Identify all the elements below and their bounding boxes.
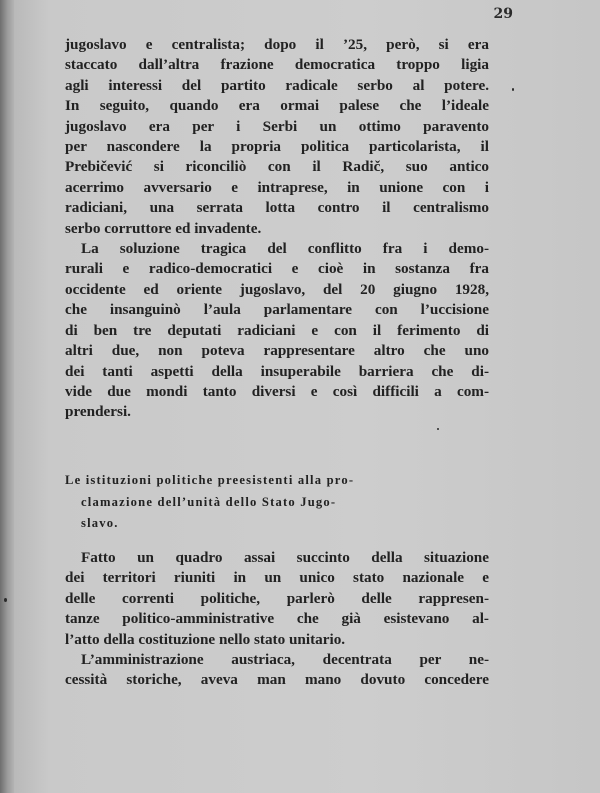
text-line: Prebičević si riconciliò con il Radič, suo antico <box>65 158 489 176</box>
text-line: jugoslavo era per i Serbi un ottimo paravento <box>65 117 489 135</box>
text-line: Fatto un quadro assai succinto della situazione <box>81 549 489 566</box>
text-line: radiciani, una serrata lotta contro il centralismo <box>65 199 489 217</box>
text-line: staccato dall’altra frazione democratica troppo ligia <box>65 56 489 74</box>
text-line: agli interessi del partito radicale serbo al potere. <box>65 76 489 94</box>
heading-line: slavo. <box>81 516 119 530</box>
text-line: In seguito, quando era ormai palese che l’ideale <box>65 97 489 115</box>
paper-speck <box>512 88 514 91</box>
text-line: l’atto della costituzione nello stato unitario. <box>65 630 346 648</box>
text-line: serbo corruttore ed invadente. <box>65 219 262 237</box>
text-line: cessità storiche, aveva man mano dovuto concedere <box>65 671 489 689</box>
heading-line: clamazione dell’unità dello Stato Jugo- <box>81 494 337 509</box>
text-line: dei tanti aspetti della insuperabile barriera che di- <box>65 362 489 380</box>
paper-speck <box>437 428 439 430</box>
section-heading <box>65 470 495 535</box>
body-text-bottom <box>65 548 489 691</box>
text-line: vide due mondi tanto diversi e così difficili a com- <box>65 382 489 400</box>
text-line: prendersi. <box>65 403 131 421</box>
body-text-top <box>65 35 489 423</box>
text-line: La soluzione tragica del conflitto fra i demo- <box>81 240 489 258</box>
paragraph-4 <box>65 650 489 691</box>
heading-line: Le istituzioni politiche preesistenti alla pro- <box>65 473 355 487</box>
page-number: 29 <box>493 6 513 22</box>
paragraph-1 <box>65 35 489 239</box>
text-line: altri due, non poteva rappresentare altro che uno <box>65 342 489 360</box>
text-line: per nascondere la propria politica particolarista, il <box>65 138 489 156</box>
text-line: acerrimo avversario e intraprese, in unione con i <box>65 178 489 196</box>
text-line: dei territori riuniti in un unico stato nazionale e <box>65 569 489 587</box>
text-line: di ben tre deputati radiciani e con il ferimento di <box>65 321 489 339</box>
text-line: jugoslavo e centralista; dopo il ’25, però, si era <box>65 36 489 53</box>
paragraph-2 <box>65 239 489 423</box>
text-line: delle correnti politiche, parlerò delle rappresen- <box>65 589 489 607</box>
text-line: che insanguinò l’aula parlamentare con l’uccisione <box>65 301 489 319</box>
text-line: L’amministrazione austriaca, decentrata per ne- <box>81 651 489 669</box>
book-spine-shadow <box>0 0 14 793</box>
paper-speck <box>4 598 7 602</box>
text-line: tanze politico-amministrative che già esistevano al- <box>65 610 489 628</box>
text-line: occidente ed oriente jugoslavo, del 20 giugno 1928, <box>65 280 489 298</box>
text-line: rurali e radico-democratici e cioè in sostanza fra <box>65 260 489 278</box>
paragraph-3 <box>65 548 489 650</box>
